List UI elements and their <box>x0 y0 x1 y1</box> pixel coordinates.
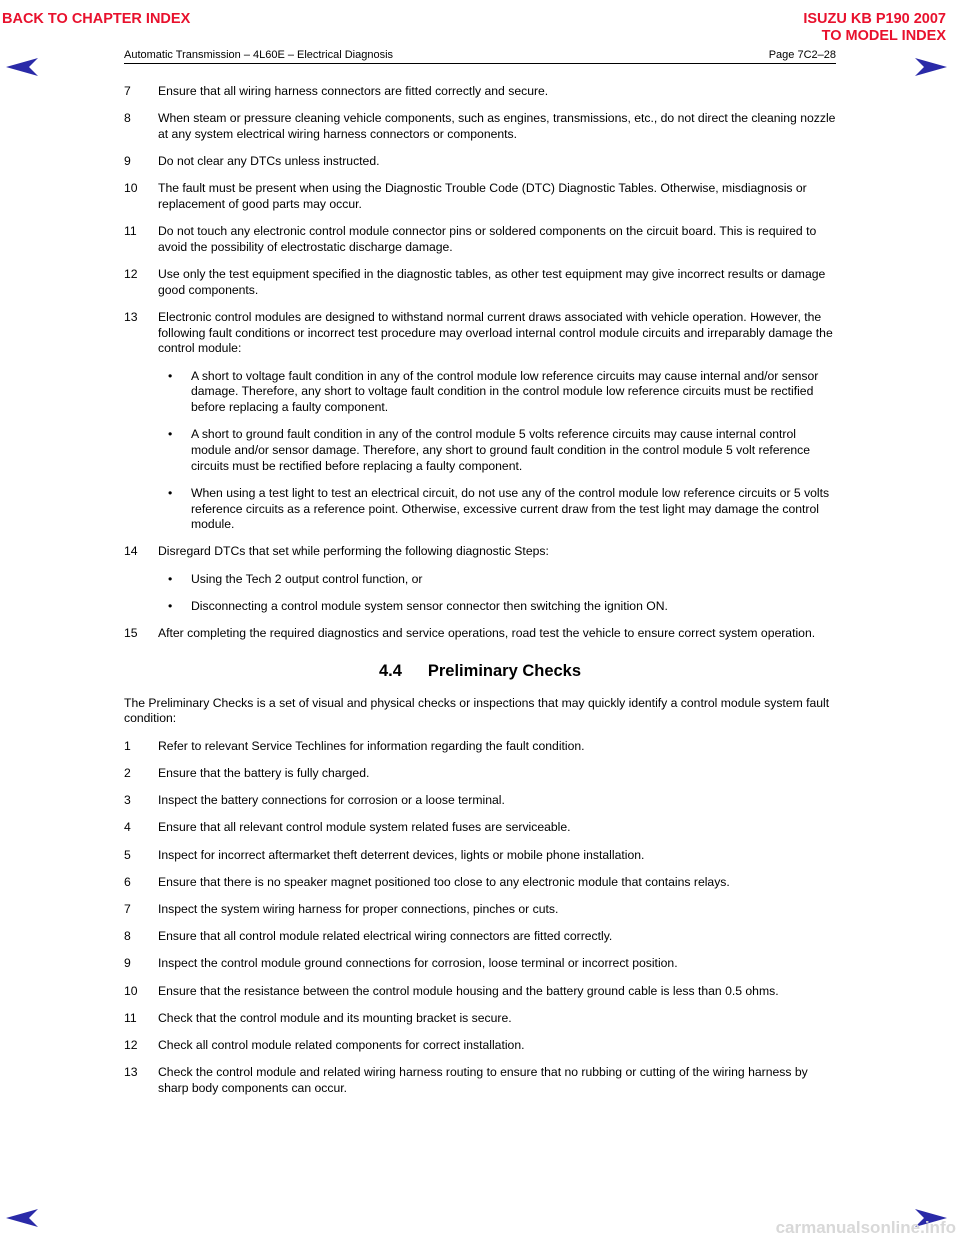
item-text: Check that the control module and its mounting bracket is secure. <box>158 1010 512 1025</box>
numbered-list <box>124 84 836 357</box>
item-number: 13 <box>124 1065 138 1080</box>
list-item <box>124 267 836 298</box>
list-item <box>124 84 836 100</box>
bullet-icon: • <box>168 368 173 383</box>
bullet-item <box>124 599 836 615</box>
item-text: Inspect the system wiring harness for proper connections, pinches or cuts. <box>158 901 559 916</box>
list-item <box>124 739 836 755</box>
item-number: 14 <box>124 544 138 559</box>
item-text: Do not touch any electronic control module connector pins or soldered components on the circuit board. This is required to avoid the possibility of electrostatic discharge damage. <box>158 224 817 254</box>
bullet-text: A short to ground fault condition in any of the control module 5 volts reference circuits may cause internal control module and/or sensor damage. Therefore, any short to ground fault condition in the control module 5 volt reference circuits must be rectified before replacing a faulty component. <box>191 427 810 473</box>
list-item <box>124 310 836 357</box>
item-number: 2 <box>124 765 131 780</box>
bullet-icon: • <box>168 427 173 442</box>
bullet-list <box>124 369 836 533</box>
item-number: 8 <box>124 929 131 944</box>
item-number: 11 <box>124 1010 137 1025</box>
list-item <box>124 929 836 945</box>
list-item <box>124 111 836 142</box>
item-number: 7 <box>124 901 131 916</box>
item-number: 11 <box>124 224 137 239</box>
header-rule <box>124 63 836 64</box>
list-item <box>124 154 836 170</box>
item-number: 8 <box>124 111 131 126</box>
item-text: Ensure that there is no speaker magnet positioned too close to any electronic module that contains relays. <box>158 874 730 889</box>
list-item <box>124 544 836 560</box>
list-item <box>124 793 836 809</box>
page-body <box>124 84 836 1108</box>
item-number: 9 <box>124 956 131 971</box>
to-model-index[interactable]: TO MODEL INDEX <box>821 28 946 44</box>
list-item <box>124 181 836 212</box>
list-item <box>124 224 836 255</box>
item-text: Ensure that all relevant control module system related fuses are serviceable. <box>158 820 571 835</box>
list-item <box>124 1011 836 1027</box>
page-number: Page 7C2–28 <box>768 49 836 61</box>
item-text: Inspect for incorrect aftermarket theft deterrent devices, lights or mobile phone installation. <box>158 847 645 862</box>
item-text: The fault must be present when using the Diagnostic Trouble Code (DTC) Diagnostic Tables. Otherwise, misdiagnosis or replacement of good parts may occur. <box>158 181 807 212</box>
item-number: 7 <box>124 84 131 98</box>
item-text: After completing the required diagnostics and service operations, road test the vehicle to ensure correct system operation. <box>158 626 816 641</box>
model-title: ISUZU KB P190 2007 <box>803 11 946 27</box>
item-text: Electronic control modules are designed to withstand normal current draws associated with vehicle operation. However, the following fault conditions or incorrect test procedure may overload internal control module circuits and irreparably damage the control module: <box>158 310 833 356</box>
list-item <box>124 1038 836 1054</box>
item-number: 13 <box>124 310 138 325</box>
item-text: Ensure that the battery is fully charged. <box>158 765 370 780</box>
list-item <box>124 984 836 1000</box>
next-page-arrow-icon[interactable] <box>914 57 948 77</box>
item-number: 4 <box>124 820 131 835</box>
item-text: Ensure that all control module related electrical wiring connectors are fitted correctly. <box>158 929 613 944</box>
item-text: Inspect the battery connections for corrosion or a loose terminal. <box>158 793 505 808</box>
bullet-list <box>124 572 836 615</box>
previous-page-arrow-icon[interactable] <box>5 57 39 77</box>
list-item <box>124 902 836 918</box>
item-number: 9 <box>124 154 131 169</box>
item-number: 5 <box>124 847 131 862</box>
numbered-list <box>124 739 836 1097</box>
item-text: Use only the test equipment specified in the diagnostic tables, as other test equipment may give incorrect results or damage good components. <box>158 267 826 297</box>
back-to-chapter-index-link[interactable]: BACK TO CHAPTER INDEX <box>2 11 191 27</box>
bullet-icon: • <box>168 485 173 500</box>
list-item <box>124 626 836 642</box>
bullet-item <box>124 369 836 416</box>
item-text: Ensure that all wiring harness connectors are fitted correctly and secure. <box>158 84 549 98</box>
item-text: Check the control module and related wiring harness routing to ensure that no rubbing or cutting of the wiring harness by sharp body components can occur. <box>158 1065 808 1095</box>
list-item <box>124 848 836 864</box>
bullet-text: Using the Tech 2 output control function, or <box>191 571 423 586</box>
list-item <box>124 766 836 782</box>
bullet-text: When using a test light to test an electrical circuit, do not use any of the control module low reference circuits or 5 volts reference circuits as a reference point. Otherwise, excessive current draw from the test light may damage the control module. <box>191 485 830 532</box>
list-item <box>124 875 836 891</box>
section-heading <box>124 661 836 681</box>
list-item <box>124 820 836 836</box>
bullet-item <box>124 486 836 533</box>
bullet-item <box>124 572 836 588</box>
item-number: 10 <box>124 181 138 196</box>
previous-page-arrow-bottom-icon[interactable] <box>5 1208 39 1228</box>
item-number: 3 <box>124 793 131 808</box>
item-text: Do not clear any DTCs unless instructed. <box>158 154 380 169</box>
item-text: Check all control module related components for correct installation. <box>158 1037 525 1052</box>
section-title: Preliminary Checks <box>427 661 582 680</box>
bullet-item <box>124 427 836 474</box>
bullet-text: A short to voltage fault condition in any of the control module low reference circuits may cause internal and/or sensor damage. Therefore, any short to voltage fault condition in the control module low reference circuits must be rectified before replacing a faulty component. <box>191 368 819 415</box>
item-number: 10 <box>124 983 138 998</box>
item-number: 12 <box>124 267 138 282</box>
bullet-icon: • <box>168 571 173 586</box>
bullet-icon: • <box>168 598 173 613</box>
item-number: 1 <box>124 738 131 753</box>
list-item <box>124 956 836 972</box>
section-intro: The Preliminary Checks is a set of visual and physical checks or inspections that may quickly identify a control module system fault condition: <box>124 695 830 726</box>
item-text: When steam or pressure cleaning vehicle components, such as engines, transmissions, etc., do not direct the cleaning nozzle at any system electrical wiring harness connectors or components. <box>158 111 836 141</box>
document-title: Automatic Transmission – 4L60E – Electrical Diagnosis <box>124 49 394 61</box>
item-text: Disregard DTCs that set while performing the following diagnostic Steps: <box>158 544 549 559</box>
item-text: Ensure that the resistance between the control module housing and the battery ground cable is less than 0.5 ohms. <box>158 983 779 998</box>
item-number: 15 <box>124 626 138 641</box>
item-text: Refer to relevant Service Techlines for information regarding the fault condition. <box>158 738 585 753</box>
list-item <box>124 1065 836 1096</box>
watermark: carmanualsonline.info <box>775 1218 956 1237</box>
bullet-text: Disconnecting a control module system sensor connector then switching the ignition ON. <box>191 598 668 613</box>
item-number: 12 <box>124 1037 138 1052</box>
model-index-link[interactable] <box>803 11 946 45</box>
item-number: 6 <box>124 874 131 889</box>
item-text: Inspect the control module ground connections for corrosion, loose terminal or incorrect position. <box>158 956 678 971</box>
section-number: 4.4 <box>378 661 402 680</box>
